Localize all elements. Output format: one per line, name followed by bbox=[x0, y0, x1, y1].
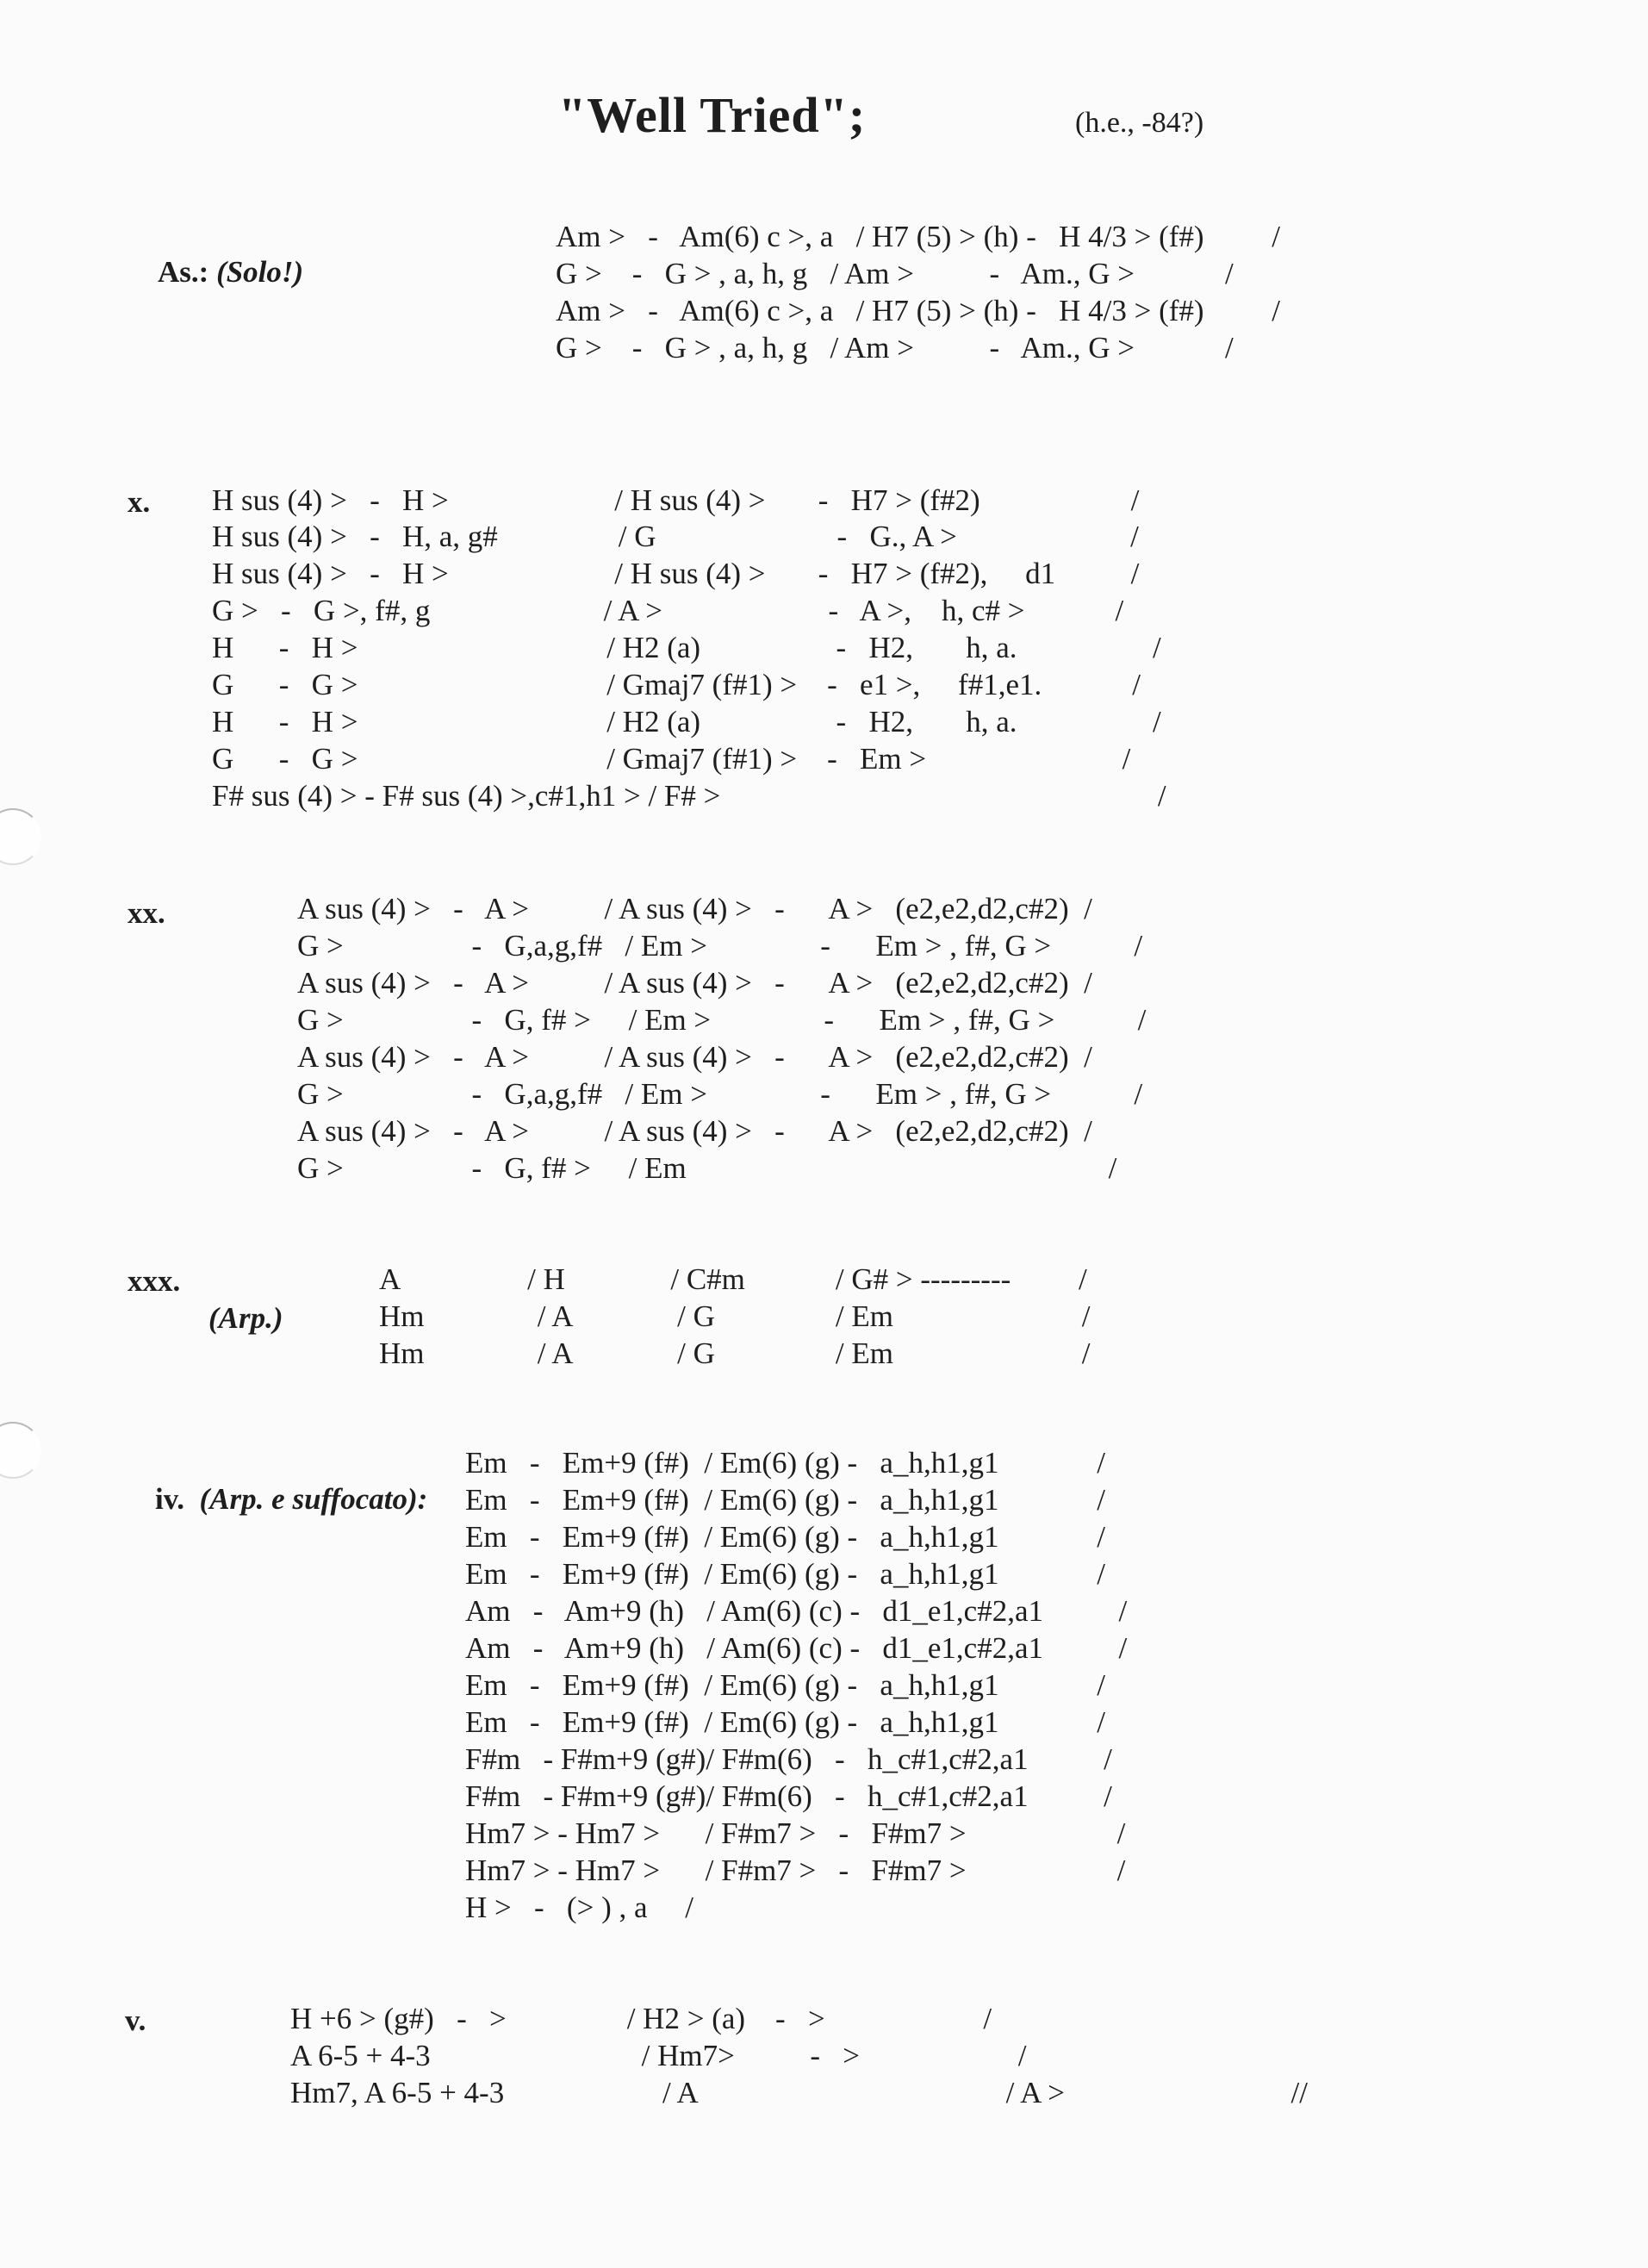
iv-line: Em - Em+9 (f#) / Em(6) (g) - a_h,h1,g1 / bbox=[465, 1520, 1105, 1554]
v-line: Hm7, A 6-5 + 4-3 / A / A > // bbox=[290, 2076, 1308, 2109]
intro-line: G > - G > , a, h, g / Am > - Am., G > / bbox=[556, 331, 1234, 364]
iv-line: H > - (> ) , a / bbox=[465, 1891, 693, 1924]
section-label-v: v. bbox=[125, 2003, 146, 2037]
x-line: F# sus (4) > - F# sus (4) >,c#1,h1 > / F# > / bbox=[212, 779, 1166, 813]
intro-line: G > - G > , a, h, g / Am > - Am., G > / bbox=[556, 257, 1234, 290]
x-line: H sus (4) > - H, a, g# / G - G., A > / bbox=[212, 520, 1139, 553]
iv-line: F#m - F#m+9 (g#)/ F#m(6) - h_c#1,c#2,a1 / bbox=[465, 1779, 1112, 1813]
punch-hole bbox=[0, 1422, 41, 1479]
xx-line: A sus (4) > - A > / A sus (4) > - A > (e2,e2,d2,c#2) / bbox=[297, 966, 1092, 1000]
iv-line: Am - Am+9 (h) / Am(6) (c) - d1_e1,c#2,a1 / bbox=[465, 1631, 1128, 1665]
x-line: H - H > / H2 (a) - H2, h, a. / bbox=[212, 631, 1161, 664]
v-line: A 6-5 + 4-3 / Hm7> - > / bbox=[290, 2039, 1027, 2072]
iv-line: Em - Em+9 (f#) / Em(6) (g) - a_h,h1,g1 / bbox=[465, 1705, 1105, 1739]
iv-line: Em - Em+9 (f#) / Em(6) (g) - a_h,h1,g1 / bbox=[465, 1446, 1105, 1480]
iv-line: Hm7 > - Hm7 > / F#m7 > - F#m7 > / bbox=[465, 1816, 1126, 1850]
xx-line: G > - G,a,g,f# / Em > - Em > , f#, G > / bbox=[297, 929, 1143, 963]
section-label-xx: xx. bbox=[127, 896, 165, 930]
xxx-line: A / H / C#m / G# > --------- / bbox=[379, 1262, 1087, 1296]
intro-line: Am > - Am(6) c >, a / H7 (5) > (h) - H 4/3 > (f#) / bbox=[556, 294, 1281, 327]
xx-line: G > - G, f# > / Em > - Em > , f#, G > / bbox=[297, 1003, 1147, 1037]
iv-line: F#m - F#m+9 (g#)/ F#m(6) - h_c#1,c#2,a1 / bbox=[465, 1742, 1112, 1776]
section-label-iv: iv. (Arp. e suffocato): bbox=[155, 1482, 428, 1516]
xx-line: G > - G,a,g,f# / Em > - Em > , f#, G > / bbox=[297, 1077, 1143, 1111]
page-subtitle: (h.e., -84?) bbox=[1075, 107, 1204, 139]
iv-line: Am - Am+9 (h) / Am(6) (c) - d1_e1,c#2,a1 / bbox=[465, 1594, 1128, 1628]
x-line: H sus (4) > - H > / H sus (4) > - H7 > (f#2), d1 / bbox=[212, 557, 1140, 590]
xx-line: A sus (4) > - A > / A sus (4) > - A > (e2,e2,d2,c#2) / bbox=[297, 892, 1092, 925]
iv-line: Hm7 > - Hm7 > / F#m7 > - F#m7 > / bbox=[465, 1854, 1126, 1887]
x-line: G > - G >, f#, g / A > - A >, h, c# > / bbox=[212, 594, 1124, 627]
iv-line: Em - Em+9 (f#) / Em(6) (g) - a_h,h1,g1 / bbox=[465, 1483, 1105, 1517]
section-label-x: x. bbox=[127, 485, 151, 519]
x-line: H sus (4) > - H > / H sus (4) > - H7 > (f#2) / bbox=[212, 483, 1140, 517]
page-title: "Well Tried"; bbox=[558, 87, 867, 143]
xx-line: A sus (4) > - A > / A sus (4) > - A > (e2,e2,d2,c#2) / bbox=[297, 1040, 1092, 1074]
intro-line: Am > - Am(6) c >, a / H7 (5) > (h) - H 4/3 > (f#) / bbox=[556, 220, 1281, 253]
xxx-line: Hm / A / G / Em / bbox=[379, 1336, 1091, 1370]
iv-line: Em - Em+9 (f#) / Em(6) (g) - a_h,h1,g1 / bbox=[465, 1557, 1105, 1591]
iv-line: Em - Em+9 (f#) / Em(6) (g) - a_h,h1,g1 / bbox=[465, 1668, 1105, 1702]
xx-line: A sus (4) > - A > / A sus (4) > - A > (e2,e2,d2,c#2) / bbox=[297, 1114, 1092, 1148]
section-note-xxx: (Arp.) bbox=[208, 1301, 283, 1335]
section-label-intro: As.: (Solo!) bbox=[158, 255, 304, 289]
section-label-xxx: xxx. bbox=[127, 1264, 181, 1298]
punch-hole bbox=[0, 808, 41, 865]
x-line: G - G > / Gmaj7 (f#1) > - e1 >, f#1,e1. / bbox=[212, 668, 1141, 701]
x-line: H - H > / H2 (a) - H2, h, a. / bbox=[212, 705, 1161, 738]
x-line: G - G > / Gmaj7 (f#1) > - Em > / bbox=[212, 742, 1131, 776]
v-line: H +6 > (g#) - > / H2 > (a) - > / bbox=[290, 2002, 992, 2035]
xxx-line: Hm / A / G / Em / bbox=[379, 1299, 1091, 1333]
xx-line: G > - G, f# > / Em / bbox=[297, 1151, 1117, 1185]
